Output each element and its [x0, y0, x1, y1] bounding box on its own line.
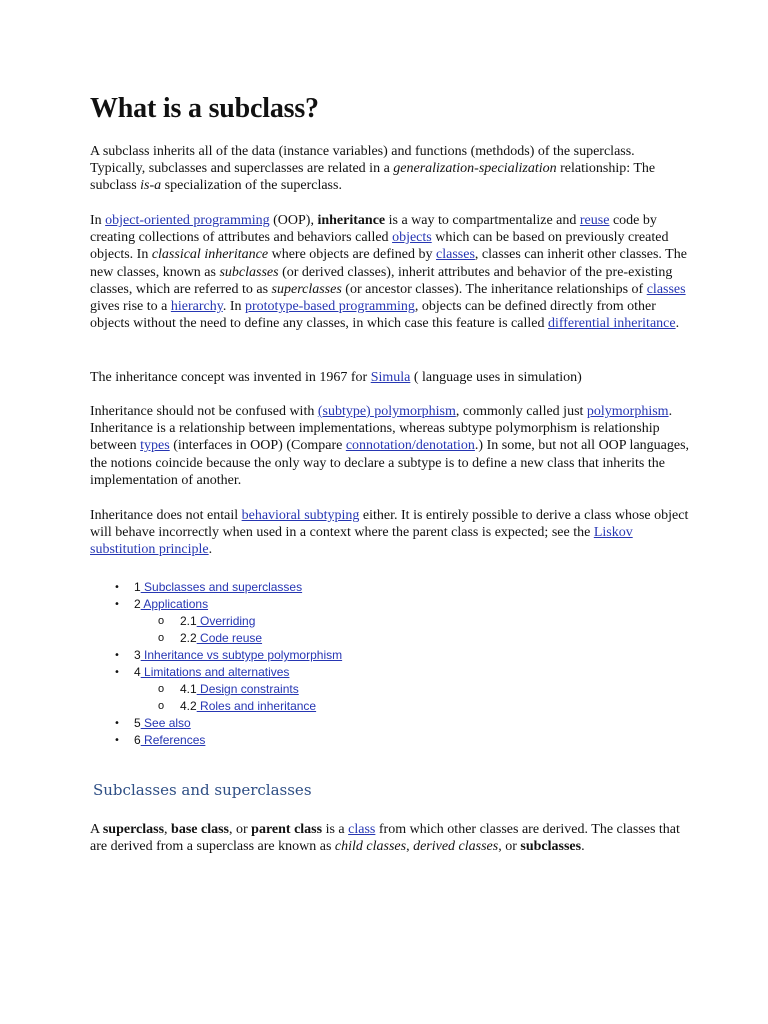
toc-number: 4: [134, 665, 141, 679]
bullet-icon: •: [114, 718, 120, 729]
section-heading: Subclasses and superclasses: [93, 781, 312, 799]
text: Inheritance should not be confused with: [90, 404, 318, 419]
toc-item: [90, 579, 690, 596]
toc-subitem: [90, 613, 690, 630]
link-differential-inheritance[interactable]: differential inheritance: [547, 316, 676, 332]
link-subtype-polymorphism[interactable]: (subtype) polymorphism: [317, 404, 456, 419]
text: . In: [222, 299, 245, 315]
link-polymorphism[interactable]: polymorphism: [586, 404, 669, 419]
text: Inheritance does not entail: [90, 508, 242, 523]
toc-number: 4.1: [180, 682, 197, 696]
text: , commonly called just: [455, 404, 587, 419]
emphasis-text: child classes: [334, 839, 407, 855]
table-of-contents: [90, 579, 690, 749]
intro-paragraph: [90, 143, 690, 195]
toc-number: 2: [134, 597, 141, 611]
text: gives rise to a: [90, 299, 171, 315]
text: The inheritance concept was invented in 1967 for: [90, 370, 371, 385]
toc-link-limitations-and-alternatives[interactable]: Limitations and alternatives: [140, 665, 290, 679]
bold-text: base class: [171, 822, 229, 837]
toc-number: 4.2: [180, 699, 197, 713]
toc-subitem: [90, 630, 690, 647]
toc-item: [90, 596, 690, 613]
text: is a way to compartmentalize and: [385, 213, 580, 228]
toc-item: [90, 664, 690, 681]
link-object-oriented-programming[interactable]: object-oriented programming: [105, 213, 270, 228]
toc-item: [90, 715, 690, 732]
page-title: What is a subclass?: [90, 93, 319, 124]
text: , objects can be defined directly from other objects without the need to define any classes, in which case this feature is called: [90, 299, 656, 332]
text: either. It is entirely possible to derive a class whose object will behave incorrectly when used in a context where the parent class is expected; see the: [90, 508, 689, 541]
text: A: [90, 822, 103, 837]
superclass-paragraph: [90, 821, 690, 855]
link-prototype-based-programming[interactable]: prototype-based programming: [245, 299, 415, 315]
toc-link-references[interactable]: References: [140, 733, 206, 747]
circle-bullet-icon: o: [158, 632, 165, 644]
text: from which other classes are derived. The classes that are derived from a superclass are known as: [90, 822, 680, 855]
bullet-icon: •: [114, 735, 120, 746]
text: .: [581, 839, 585, 855]
bullet-icon: •: [114, 667, 120, 678]
text: In: [90, 213, 106, 228]
bullet-icon: •: [114, 599, 120, 610]
circle-bullet-icon: o: [158, 683, 165, 695]
emphasis-text: is-a: [140, 178, 162, 194]
text: which can be based on previously created objects. In: [90, 230, 669, 263]
text: is a: [322, 822, 349, 837]
link-reuse[interactable]: reuse: [579, 213, 610, 228]
text: A subclass inherits all of the data (instance variables) and functions (methdods) of the superclass. Typically, subclasses and superclasses are related in a: [90, 144, 635, 177]
text: where objects are defined by: [268, 247, 437, 263]
text: , classes can inherit other classes. The new classes, known as: [90, 247, 687, 280]
link-types[interactable]: types: [140, 438, 170, 454]
toc-item: [90, 647, 690, 664]
circle-bullet-icon: o: [158, 615, 165, 627]
link-behavioral-subtyping[interactable]: behavioral subtyping: [241, 508, 360, 523]
text: .: [208, 542, 213, 558]
emphasis-text: superclasses: [271, 281, 342, 297]
toc-number: 1: [134, 580, 141, 594]
text: .: [675, 316, 680, 332]
emphasis-text: classical inheritance: [151, 247, 269, 263]
text: . Inheritance is a relationship between implementations, whereas subtype polymorphism is relationship between: [90, 404, 673, 454]
link-connotation-denotation[interactable]: connotation/denotation: [345, 438, 475, 454]
text: specialization of the superclass.: [161, 178, 342, 194]
text: ,: [406, 839, 414, 855]
toc-item: [90, 732, 690, 749]
emphasis-text: generalization-specialization: [393, 161, 557, 177]
text: relationship: The subclass: [90, 161, 656, 194]
bold-text: inheritance: [317, 213, 386, 228]
toc-link-code-reuse[interactable]: Code reuse: [196, 631, 263, 645]
toc-link-see-also[interactable]: See also: [140, 716, 191, 730]
circle-bullet-icon: o: [158, 700, 165, 712]
inheritance-paragraph: [90, 212, 690, 332]
toc-link-design-constraints[interactable]: Design constraints: [196, 682, 299, 696]
link-classes[interactable]: classes: [436, 247, 475, 263]
toc-number: 5: [134, 716, 141, 730]
text: ,: [164, 822, 172, 837]
link-hierarchy[interactable]: hierarchy: [170, 299, 223, 315]
toc-number: 2.1: [180, 614, 197, 628]
bullet-icon: •: [114, 582, 120, 593]
toc-number: 2.2: [180, 631, 197, 645]
link-liskov-substitution-principle[interactable]: Liskov substitution principle: [90, 525, 633, 558]
toc-link-inheritance-vs-subtype-polymorphism[interactable]: Inheritance vs subtype polymorphism: [140, 648, 343, 662]
emphasis-text: derived classes: [413, 839, 499, 855]
text: (or derived classes), inherit attributes and behavior of the pre-existing classes, which are referred to as: [90, 264, 673, 297]
toc-number: 6: [134, 733, 141, 747]
toc-subitem: [90, 681, 690, 698]
text: code by creating collections of attributes and behaviors called: [90, 213, 657, 246]
toc-link-subclasses-and-superclasses[interactable]: Subclasses and superclasses: [140, 580, 303, 594]
emphasis-text: subclasses: [219, 264, 279, 280]
toc-link-applications[interactable]: Applications: [140, 597, 209, 611]
text: (or ancestor classes). The inheritance relationships of: [341, 281, 647, 297]
text: (OOP),: [269, 213, 318, 228]
bold-text: superclass: [102, 822, 165, 837]
text: (interfaces in OOP) (Compare: [169, 438, 346, 454]
text: ( language uses in simulation): [410, 370, 582, 385]
text: , or: [229, 822, 252, 837]
bold-text: parent class: [251, 822, 323, 837]
text: .) In some, but not all OOP languages, the notions coincide because the only way to declare a subtype is to define a new class that inherits the implementation of another.: [90, 438, 690, 488]
bullet-icon: •: [114, 650, 120, 661]
toc-link-overriding[interactable]: Overriding: [196, 614, 256, 628]
link-class[interactable]: class: [348, 822, 376, 837]
toc-number: 3: [134, 648, 141, 662]
simula-paragraph: [90, 369, 690, 386]
toc-link-roles-and-inheritance[interactable]: Roles and inheritance: [196, 699, 317, 713]
link-objects[interactable]: objects: [392, 230, 432, 246]
link-classes-2[interactable]: classes: [646, 281, 686, 297]
bold-text: subclasses: [520, 839, 582, 855]
behavioral-subtyping-paragraph: [90, 507, 690, 559]
toc-subitem: [90, 698, 690, 715]
link-simula[interactable]: Simula: [370, 370, 411, 385]
polymorphism-paragraph: [90, 403, 690, 489]
text: , or: [498, 839, 521, 855]
